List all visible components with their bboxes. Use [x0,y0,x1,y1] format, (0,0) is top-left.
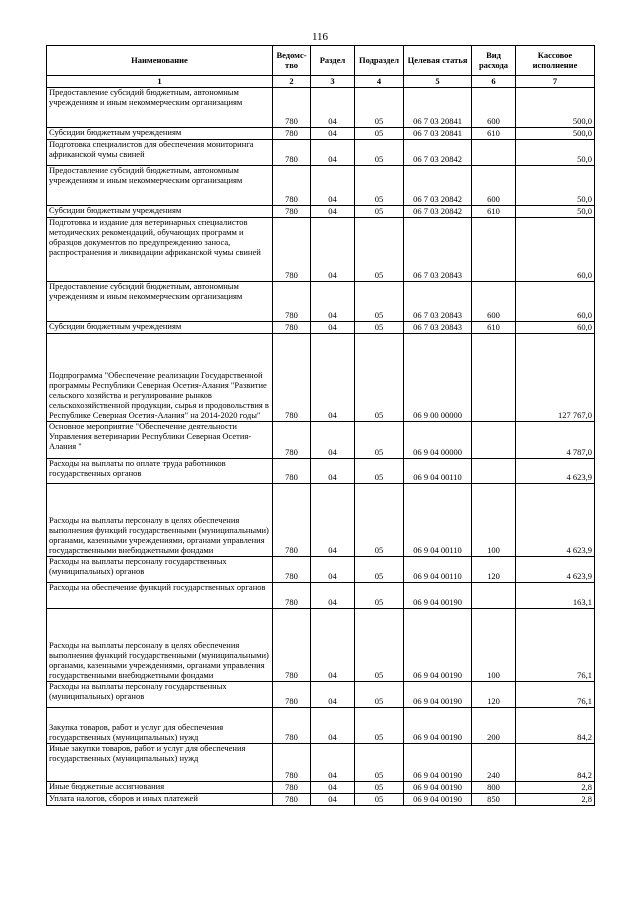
row-dept: 780 [273,459,311,484]
row-amount: 500,0 [516,88,595,128]
row-type: 120 [472,557,516,583]
row-amount: 127 767,0 [516,334,595,422]
row-section: 04 [311,128,355,140]
row-subsection: 05 [355,583,404,609]
row-amount: 2,8 [516,782,595,794]
row-dept: 780 [273,218,311,282]
column-number: 3 [311,76,355,88]
row-amount: 76,1 [516,682,595,708]
row-target: 06 9 04 00190 [404,794,472,806]
row-section: 04 [311,557,355,583]
row-subsection: 05 [355,322,404,334]
column-number: 4 [355,76,404,88]
row-amount: 60,0 [516,322,595,334]
row-target: 06 7 03 20841 [404,128,472,140]
row-type [472,583,516,609]
row-amount: 4 623,9 [516,484,595,557]
row-type: 600 [472,88,516,128]
row-section: 04 [311,322,355,334]
row-dept: 780 [273,782,311,794]
row-name: Предоставление субсидий бюджетным, автономным учреждениям и иным некоммерческим организациям [47,88,273,128]
row-dept: 780 [273,557,311,583]
row-dept: 780 [273,334,311,422]
row-section: 04 [311,88,355,128]
row-section: 04 [311,206,355,218]
row-amount: 4 623,9 [516,557,595,583]
row-type: 120 [472,682,516,708]
row-subsection: 05 [355,206,404,218]
row-dept: 780 [273,583,311,609]
row-name: Расходы на выплаты по оплате труда работников государственных органов [47,459,273,484]
row-amount: 4 787,0 [516,422,595,459]
row-name: Подпрограмма "Обеспечение реализации Государственной программы Республики Северная Осетия-Алания "Развитие сельского хозяйства и регулирование рынков сельскохозяйственной продукции, сырья и продовольствия в Республике Северная Осетия-Алания" на 2014-2020 годы" [47,334,273,422]
row-target: 06 9 04 00190 [404,782,472,794]
table-row [47,166,595,206]
row-name: Расходы на выплаты персоналу в целях обеспечения выполнения функций государственными (муниципальными) органами, казенными учреждениями, органами управления государственными внебюджетными фондами [47,484,273,557]
row-name: Расходы на выплаты персоналу в целях обеспечения выполнения функций государственными (муниципальными) органами, казенными учреждениями, органами управления государственными внебюджетными фондами [47,609,273,682]
row-target: 06 9 04 00190 [404,744,472,782]
row-type [472,140,516,166]
row-type: 800 [472,782,516,794]
row-name: Расходы на выплаты персоналу государственных (муниципальных) органов [47,557,273,583]
row-target: 06 7 03 20841 [404,88,472,128]
row-amount: 84,2 [516,708,595,744]
row-amount: 84,2 [516,744,595,782]
row-subsection: 05 [355,782,404,794]
row-section: 04 [311,744,355,782]
header-amount: Кассовое исполнение [516,46,595,76]
row-name: Предоставление субсидий бюджетным, автономным учреждениям и иным некоммерческим организациям [47,166,273,206]
row-target: 06 9 04 00190 [404,583,472,609]
row-name: Уплата налогов, сборов и иных платежей [47,794,273,806]
row-dept: 780 [273,682,311,708]
row-name: Основное мероприятие "Обеспечение деятельности Управления ветеринарии Республики Северная Осетия-Алания " [47,422,273,459]
row-target: 06 9 04 00190 [404,708,472,744]
table-row [47,422,595,459]
row-type: 610 [472,322,516,334]
row-section: 04 [311,334,355,422]
row-section: 04 [311,484,355,557]
row-type: 610 [472,128,516,140]
row-amount: 60,0 [516,282,595,322]
row-section: 04 [311,218,355,282]
row-subsection: 05 [355,218,404,282]
header-name: Наименование [47,46,273,76]
row-dept: 780 [273,88,311,128]
row-amount: 500,0 [516,128,595,140]
row-target: 06 7 03 20842 [404,206,472,218]
table-row [47,282,595,322]
row-type: 100 [472,609,516,682]
row-name: Подготовка специалистов для обеспечения мониторинга африканской чумы свиней [47,140,273,166]
row-type: 610 [472,206,516,218]
row-subsection: 05 [355,609,404,682]
column-number: 6 [472,76,516,88]
row-target: 06 9 04 00110 [404,557,472,583]
row-type: 850 [472,794,516,806]
row-subsection: 05 [355,166,404,206]
row-name: Субсидии бюджетным учреждениям [47,206,273,218]
table-row [47,557,595,583]
column-number-row [47,76,595,88]
row-name: Субсидии бюджетным учреждениям [47,322,273,334]
row-section: 04 [311,794,355,806]
table-row [47,128,595,140]
row-dept: 780 [273,708,311,744]
row-section: 04 [311,140,355,166]
row-dept: 780 [273,282,311,322]
header-dept: Ведомс-тво [273,46,311,76]
row-section: 04 [311,583,355,609]
row-name: Закупка товаров, работ и услуг для обеспечения государственных (муниципальных) нужд [47,708,273,744]
row-type [472,334,516,422]
row-name: Расходы на обеспечение функций государственных органов [47,583,273,609]
row-type: 200 [472,708,516,744]
row-amount: 50,0 [516,166,595,206]
table-row [47,218,595,282]
row-name: Расходы на выплаты персоналу государственных (муниципальных) органов [47,682,273,708]
row-dept: 780 [273,206,311,218]
row-subsection: 05 [355,88,404,128]
row-name: Иные бюджетные ассигнования [47,782,273,794]
table-row [47,682,595,708]
row-subsection: 05 [355,422,404,459]
row-dept: 780 [273,609,311,682]
row-dept: 780 [273,744,311,782]
row-section: 04 [311,459,355,484]
row-subsection: 05 [355,682,404,708]
row-amount: 2,8 [516,794,595,806]
row-target: 06 7 03 20843 [404,218,472,282]
row-subsection: 05 [355,744,404,782]
column-number: 7 [516,76,595,88]
header-section: Раздел [311,46,355,76]
table-row [47,794,595,806]
row-target: 06 7 03 20842 [404,140,472,166]
row-section: 04 [311,166,355,206]
table-row [47,484,595,557]
row-type: 600 [472,166,516,206]
row-amount: 50,0 [516,206,595,218]
row-target: 06 9 04 00190 [404,682,472,708]
row-section: 04 [311,422,355,459]
row-dept: 780 [273,422,311,459]
page-number: 116 [311,31,329,43]
table-row [47,583,595,609]
table-row [47,322,595,334]
row-section: 04 [311,782,355,794]
row-amount: 163,1 [516,583,595,609]
row-name: Подготовка и издание для ветеринарных специалистов методических рекомендаций, обучающих программ и образцов документов по предупреждению заноса, распространения и ликвидации африканской чумы свиней [47,218,273,282]
header-type: Вид расхода [472,46,516,76]
row-subsection: 05 [355,334,404,422]
row-amount: 60,0 [516,218,595,282]
header-row [47,46,595,76]
row-subsection: 05 [355,140,404,166]
row-target: 06 9 04 00190 [404,609,472,682]
column-number: 2 [273,76,311,88]
row-subsection: 05 [355,557,404,583]
column-number: 5 [404,76,472,88]
row-target: 06 9 04 00110 [404,484,472,557]
row-subsection: 05 [355,128,404,140]
row-target: 06 9 00 00000 [404,334,472,422]
row-type [472,459,516,484]
row-subsection: 05 [355,484,404,557]
row-name: Субсидии бюджетным учреждениям [47,128,273,140]
row-section: 04 [311,609,355,682]
header-target: Целевая статья [404,46,472,76]
row-dept: 780 [273,322,311,334]
row-subsection: 05 [355,459,404,484]
row-name: Иные закупки товаров, работ и услуг для обеспечения государственных (муниципальных) нужд [47,744,273,782]
row-subsection: 05 [355,708,404,744]
row-target: 06 9 04 00000 [404,422,472,459]
row-section: 04 [311,708,355,744]
column-number: 1 [47,76,273,88]
row-section: 04 [311,282,355,322]
table-row [47,334,595,422]
row-type: 240 [472,744,516,782]
table-row [47,140,595,166]
row-dept: 780 [273,484,311,557]
budget-table [46,45,595,806]
row-dept: 780 [273,128,311,140]
header-subsection: Подраздел [355,46,404,76]
row-dept: 780 [273,794,311,806]
table-row [47,88,595,128]
row-subsection: 05 [355,282,404,322]
row-type: 600 [472,282,516,322]
row-type [472,218,516,282]
row-type: 100 [472,484,516,557]
row-dept: 780 [273,166,311,206]
row-target: 06 9 04 00110 [404,459,472,484]
row-section: 04 [311,682,355,708]
row-target: 06 7 03 20842 [404,166,472,206]
row-type [472,422,516,459]
row-subsection: 05 [355,794,404,806]
row-amount: 50,0 [516,140,595,166]
table-row [47,782,595,794]
row-name: Предоставление субсидий бюджетным, автономным учреждениям и иным некоммерческим организациям [47,282,273,322]
row-dept: 780 [273,140,311,166]
table-row [47,609,595,682]
table-row [47,459,595,484]
table-row [47,708,595,744]
row-amount: 76,1 [516,609,595,682]
row-target: 06 7 03 20843 [404,282,472,322]
table-row [47,744,595,782]
row-amount: 4 623,9 [516,459,595,484]
row-target: 06 7 03 20843 [404,322,472,334]
table-row [47,206,595,218]
